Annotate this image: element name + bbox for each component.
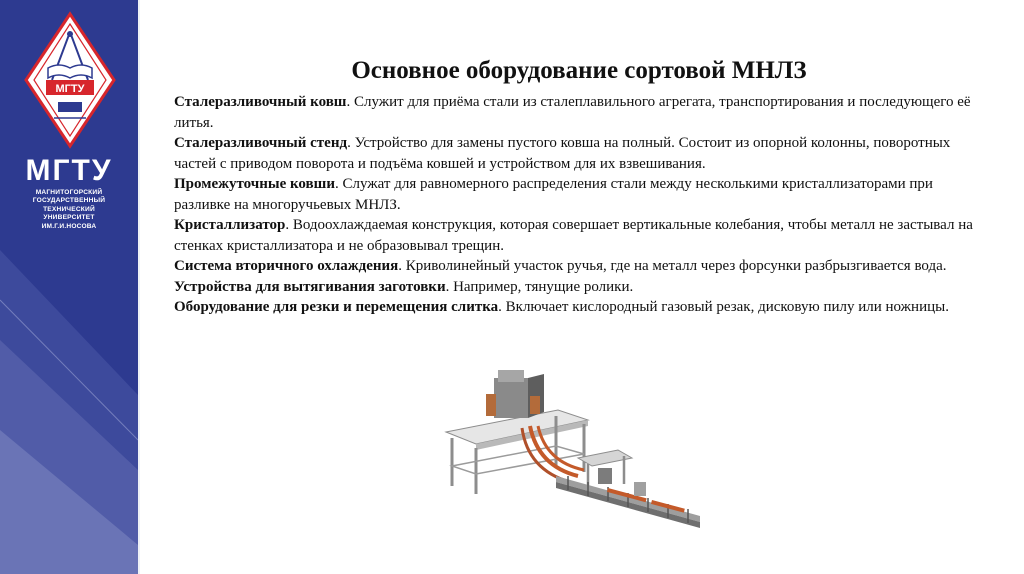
item-term: Система вторичного охлаждения xyxy=(174,258,399,274)
caster-illustration xyxy=(438,366,710,546)
item-term: Сталеразливочный ковш xyxy=(174,94,347,110)
university-name xyxy=(0,189,138,231)
item-text: . Служит для приёма стали из сталеплавильного агрегата, транспортирования и последующего её литья. xyxy=(174,94,971,131)
item-text: . Устройство для замены пустого ковша на полный. Состоит из опорной колонны, поворотных частей с приводом поворота и подъёма ковшей и устройством для их взвешивания. xyxy=(174,135,951,172)
university-line: МАГНИТОГОРСКИЙ xyxy=(35,189,103,196)
item-text: . Водоохлаждаемая конструкция, которая совершает вертикальные колебания, чтобы металл не застывал на стенках кристаллизатора и не образовывал трещин. xyxy=(174,217,973,254)
university-line: ТЕХНИЧЕСКИЙ xyxy=(43,205,95,213)
list-item xyxy=(174,277,984,298)
list-item xyxy=(174,215,984,256)
university-logo xyxy=(24,10,116,152)
item-term: Промежуточные ковши xyxy=(174,176,335,192)
list-item xyxy=(174,174,984,215)
list-item xyxy=(174,256,984,277)
item-text: . Включает кислородный газовый резак, дисковую пилу или ножницы. xyxy=(498,299,949,315)
slide-title: Основное оборудование сортовой МНЛЗ xyxy=(351,57,807,84)
item-text: . Криволинейный участок ручья, где на металл через форсунки разбрызгивается вода. xyxy=(398,258,947,274)
item-term: Кристаллизатор xyxy=(174,217,286,233)
list-item xyxy=(174,92,984,133)
list-item xyxy=(174,297,984,318)
brand-name: МГТУ xyxy=(25,154,113,187)
logo-text: МГТУ xyxy=(55,83,85,95)
list-item xyxy=(174,133,984,174)
item-text: . Например, тянущие ролики. xyxy=(445,278,634,295)
university-line: ГОСУДАРСТВЕННЫЙ xyxy=(32,197,106,205)
item-term: Оборудование для резки и перемещения слитка xyxy=(174,299,499,315)
equipment-list xyxy=(174,92,984,318)
item-text: . Служат для равномерного распределения стали между несколькими кристаллизаторами при разливке на многоручьевых МНЛЗ. xyxy=(174,176,933,213)
divider xyxy=(138,0,140,574)
item-term: Устройства для вытягивания заготовки xyxy=(174,278,446,295)
university-line: ИМ.Г.И.НОСОВА xyxy=(41,222,97,230)
university-line: УНИВЕРСИТЕТ xyxy=(43,214,95,222)
sidebar xyxy=(0,0,138,574)
item-term: Сталеразливочный стенд xyxy=(174,135,348,151)
